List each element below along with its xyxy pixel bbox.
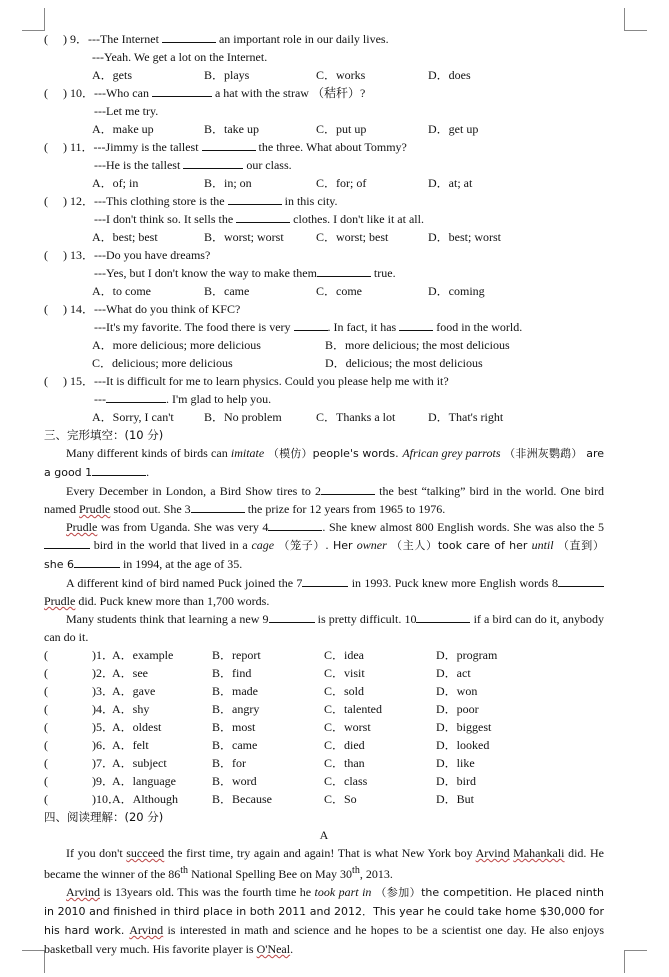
answer-paren[interactable]: ( bbox=[44, 792, 48, 806]
answer-blank[interactable] bbox=[106, 390, 166, 403]
cloze-question-row bbox=[44, 772, 604, 790]
answer-paren[interactable]: ( bbox=[44, 738, 48, 752]
answer-blank[interactable] bbox=[317, 264, 371, 277]
cloze-question-row bbox=[44, 664, 604, 682]
answer-blank[interactable] bbox=[162, 30, 216, 43]
answer-blank[interactable] bbox=[183, 156, 243, 169]
cloze-paragraph-1: Many different kinds of birds can imitate （模仿）people's words. African grey parrots （非洲灰鹦鹉） are a good 1 . bbox=[44, 446, 604, 479]
cloze-option[interactable]: C．worst bbox=[324, 720, 371, 734]
cloze-option[interactable]: D．But bbox=[436, 792, 475, 806]
cloze-option[interactable]: B．report bbox=[212, 648, 261, 662]
question-12-options: A．best; best B．worst; worst C．worst; best D．best; worst bbox=[92, 230, 501, 244]
answer-blank[interactable] bbox=[236, 210, 290, 223]
answer-blank[interactable] bbox=[294, 318, 328, 331]
question-13-options: A．to come B．came C．come D．coming bbox=[92, 284, 485, 298]
question-9: ( ) 9．---The Internet an important role in our daily lives. bbox=[44, 32, 389, 46]
cloze-option[interactable]: B．Because bbox=[212, 792, 272, 806]
cloze-number: )6． bbox=[92, 738, 114, 752]
cloze-question-row bbox=[44, 718, 604, 736]
cloze-option[interactable]: C．talented bbox=[324, 702, 382, 716]
question-14-reply: ---It's my favorite. The food there is very . In fact, it has food in the world. bbox=[94, 320, 523, 334]
cloze-option[interactable]: A．felt bbox=[112, 738, 149, 752]
cloze-option[interactable]: A．Although bbox=[112, 792, 179, 806]
cloze-option[interactable]: C．died bbox=[324, 738, 365, 752]
cloze-number: )10． bbox=[92, 792, 120, 806]
cloze-number: )3． bbox=[92, 684, 114, 698]
question-9-options: A．gets B．plays C．works D．does bbox=[92, 68, 471, 82]
cloze-question-row bbox=[44, 646, 604, 664]
cloze-option[interactable]: D．like bbox=[436, 756, 475, 770]
cloze-option[interactable]: B．most bbox=[212, 720, 256, 734]
corner-mark-bottom-right bbox=[624, 950, 647, 973]
answer-blank[interactable] bbox=[152, 84, 212, 97]
question-9-reply: ---Yeah. We get a lot on the Internet. bbox=[92, 50, 268, 64]
answer-blank[interactable] bbox=[202, 138, 256, 151]
cloze-number: )9． bbox=[92, 774, 114, 788]
cloze-option[interactable]: D．poor bbox=[436, 702, 479, 716]
answer-paren[interactable]: ( bbox=[44, 648, 48, 662]
cloze-option[interactable]: C．So bbox=[324, 792, 357, 806]
cloze-number: )7． bbox=[92, 756, 114, 770]
document-page bbox=[44, 30, 604, 958]
cloze-question-row bbox=[44, 700, 604, 718]
answer-blank[interactable] bbox=[268, 518, 322, 531]
answer-paren[interactable]: ( bbox=[44, 720, 48, 734]
question-15: ( ) 15．---It is difficult for me to learn physics. Could you please help me with it? bbox=[44, 374, 449, 388]
section-heading-cloze: 三、完形填空：(10 分) bbox=[44, 428, 164, 442]
cloze-number: )4． bbox=[92, 702, 114, 716]
answer-blank[interactable] bbox=[44, 536, 90, 549]
answer-blank[interactable] bbox=[92, 463, 146, 476]
reading-paragraph-1: If you don't succeed the first time, try again and again! That is what New York boy Arvind Mahankali did. He became the winner of the 86th National Spelling Bee on May 30th, 2013. bbox=[44, 846, 605, 881]
cloze-question-row bbox=[44, 754, 604, 772]
answer-paren[interactable]: ( bbox=[44, 756, 48, 770]
cloze-question-row bbox=[44, 790, 604, 808]
cloze-paragraph-4: A different kind of bird named Puck joined the 7 in 1993. Puck knew more English words 8 Prudle did. Puck knew more than 1,700 words. bbox=[44, 574, 604, 610]
cloze-option[interactable]: C．idea bbox=[324, 648, 364, 662]
question-10-reply: ---Let me try. bbox=[94, 104, 159, 118]
question-15-options: A．Sorry, I can't B．No problem C．Thanks a lot D．That's right bbox=[92, 410, 504, 424]
section-heading-reading: 四、阅读理解：(20 分) bbox=[44, 810, 164, 824]
answer-blank[interactable] bbox=[269, 610, 315, 623]
question-15-reply: --- . I'm glad to help you. bbox=[94, 392, 272, 406]
cloze-option[interactable]: D．program bbox=[436, 648, 498, 662]
cloze-option[interactable]: D．biggest bbox=[436, 720, 492, 734]
question-14: ( ) 14．---What do you think of KFC? bbox=[44, 302, 241, 316]
cloze-number: )2． bbox=[92, 666, 114, 680]
answer-paren[interactable]: ( bbox=[44, 666, 48, 680]
cloze-option[interactable]: C．visit bbox=[324, 666, 365, 680]
cloze-option[interactable]: B．came bbox=[212, 738, 258, 752]
question-13: ( ) 13．---Do you have dreams? bbox=[44, 248, 211, 262]
corner-mark-top-right bbox=[624, 8, 647, 31]
cloze-option[interactable]: B．angry bbox=[212, 702, 260, 716]
corner-mark-top-left bbox=[22, 8, 45, 31]
cloze-option[interactable]: C．class bbox=[324, 774, 368, 788]
question-14-options-row1: A．more delicious; more delicious B．more delicious; the most delicious bbox=[92, 338, 510, 352]
answer-paren[interactable]: ( bbox=[44, 684, 48, 698]
cloze-question-row bbox=[44, 736, 604, 754]
question-10: ( ) 10．---Who can a hat with the straw （秸秆）? bbox=[44, 86, 366, 100]
cloze-option[interactable]: A．subject bbox=[112, 756, 167, 770]
cloze-option[interactable]: D．won bbox=[436, 684, 478, 698]
cloze-option[interactable]: B．made bbox=[212, 684, 258, 698]
cloze-paragraph-5: Many students think that learning a new 9 is pretty difficult. 10 if a bird can do it, anybody can do it. bbox=[44, 612, 604, 644]
cloze-option[interactable]: B．find bbox=[212, 666, 252, 680]
answer-blank[interactable] bbox=[399, 318, 433, 331]
cloze-option[interactable]: A．shy bbox=[112, 702, 150, 716]
cloze-option[interactable]: D．looked bbox=[436, 738, 490, 752]
cloze-option[interactable]: B．for bbox=[212, 756, 246, 770]
question-12-reply: ---I don't think so. It sells the clothes. I don't like it at all. bbox=[94, 212, 424, 226]
cloze-option[interactable]: A．gave bbox=[112, 684, 156, 698]
cloze-number: )5． bbox=[92, 720, 114, 734]
cloze-question-row bbox=[44, 682, 604, 700]
passage-title: A bbox=[319, 828, 329, 842]
answer-blank[interactable] bbox=[302, 574, 348, 587]
question-12: ( ) 12．---This clothing store is the in this city. bbox=[44, 194, 338, 208]
cloze-option[interactable]: B．word bbox=[212, 774, 257, 788]
answer-blank[interactable] bbox=[558, 574, 604, 587]
corner-mark-bottom-left bbox=[22, 950, 45, 973]
answer-paren[interactable]: ( bbox=[44, 774, 48, 788]
cloze-option[interactable]: D．act bbox=[436, 666, 471, 680]
cloze-options-list bbox=[44, 646, 604, 808]
cloze-option[interactable]: C．than bbox=[324, 756, 365, 770]
question-13-reply: ---Yes, but I don't know the way to make them true. bbox=[94, 266, 396, 280]
answer-blank[interactable] bbox=[321, 482, 375, 495]
question-11-options: A．of; in B．in; on C．for; of D．at; at bbox=[92, 176, 473, 190]
answer-blank[interactable] bbox=[74, 555, 120, 568]
cloze-option[interactable]: A．example bbox=[112, 648, 174, 662]
cloze-paragraph-2: Every December in London, a Bird Show tires to 2 the best “talking” bird in the world. One bird named Prudle stood out. She 3 the prize for 12 years from 1965 to 1976. bbox=[44, 484, 604, 516]
reading-paragraph-2: Arvind is 13years old. This was the fourth time he took part in （参加）the competition. He placed ninth in 2010 and finished in third place in both 2011 and 2012．This year he could take home $30,000 for his hard work. Arvind is interested in math and science and he hopes to be a scientist one day. He also enjoys basketball very much. His favorite player is O'Neal. bbox=[44, 885, 605, 956]
question-11-reply: ---He is the tallest our class. bbox=[94, 158, 292, 172]
answer-blank[interactable] bbox=[228, 192, 282, 205]
cloze-number: )1． bbox=[92, 648, 114, 662]
question-14-options-row2: C．delicious; more delicious D．delicious; the most delicious bbox=[92, 356, 483, 370]
answer-blank[interactable] bbox=[191, 500, 245, 513]
question-10-options: A．make up B．take up C．put up D．get up bbox=[92, 122, 479, 136]
cloze-option[interactable]: A．language bbox=[112, 774, 176, 788]
cloze-paragraph-3: Prudle was from Uganda. She was very 4 . She knew almost 800 English words. She was also the 5 bird in the world that lived in a cage （笼子）. Her owner （主人）took care of her until （直到） she 6 in 1994, at the age of 35. bbox=[44, 520, 604, 571]
answer-blank[interactable] bbox=[416, 610, 470, 623]
cloze-option[interactable]: A．see bbox=[112, 666, 148, 680]
cloze-option[interactable]: D．bird bbox=[436, 774, 476, 788]
cloze-option[interactable]: A．oldest bbox=[112, 720, 162, 734]
cloze-option[interactable]: C．sold bbox=[324, 684, 365, 698]
answer-paren[interactable]: ( bbox=[44, 702, 48, 716]
question-11: ( ) 11．---Jimmy is the tallest the three. What about Tommy? bbox=[44, 140, 407, 154]
